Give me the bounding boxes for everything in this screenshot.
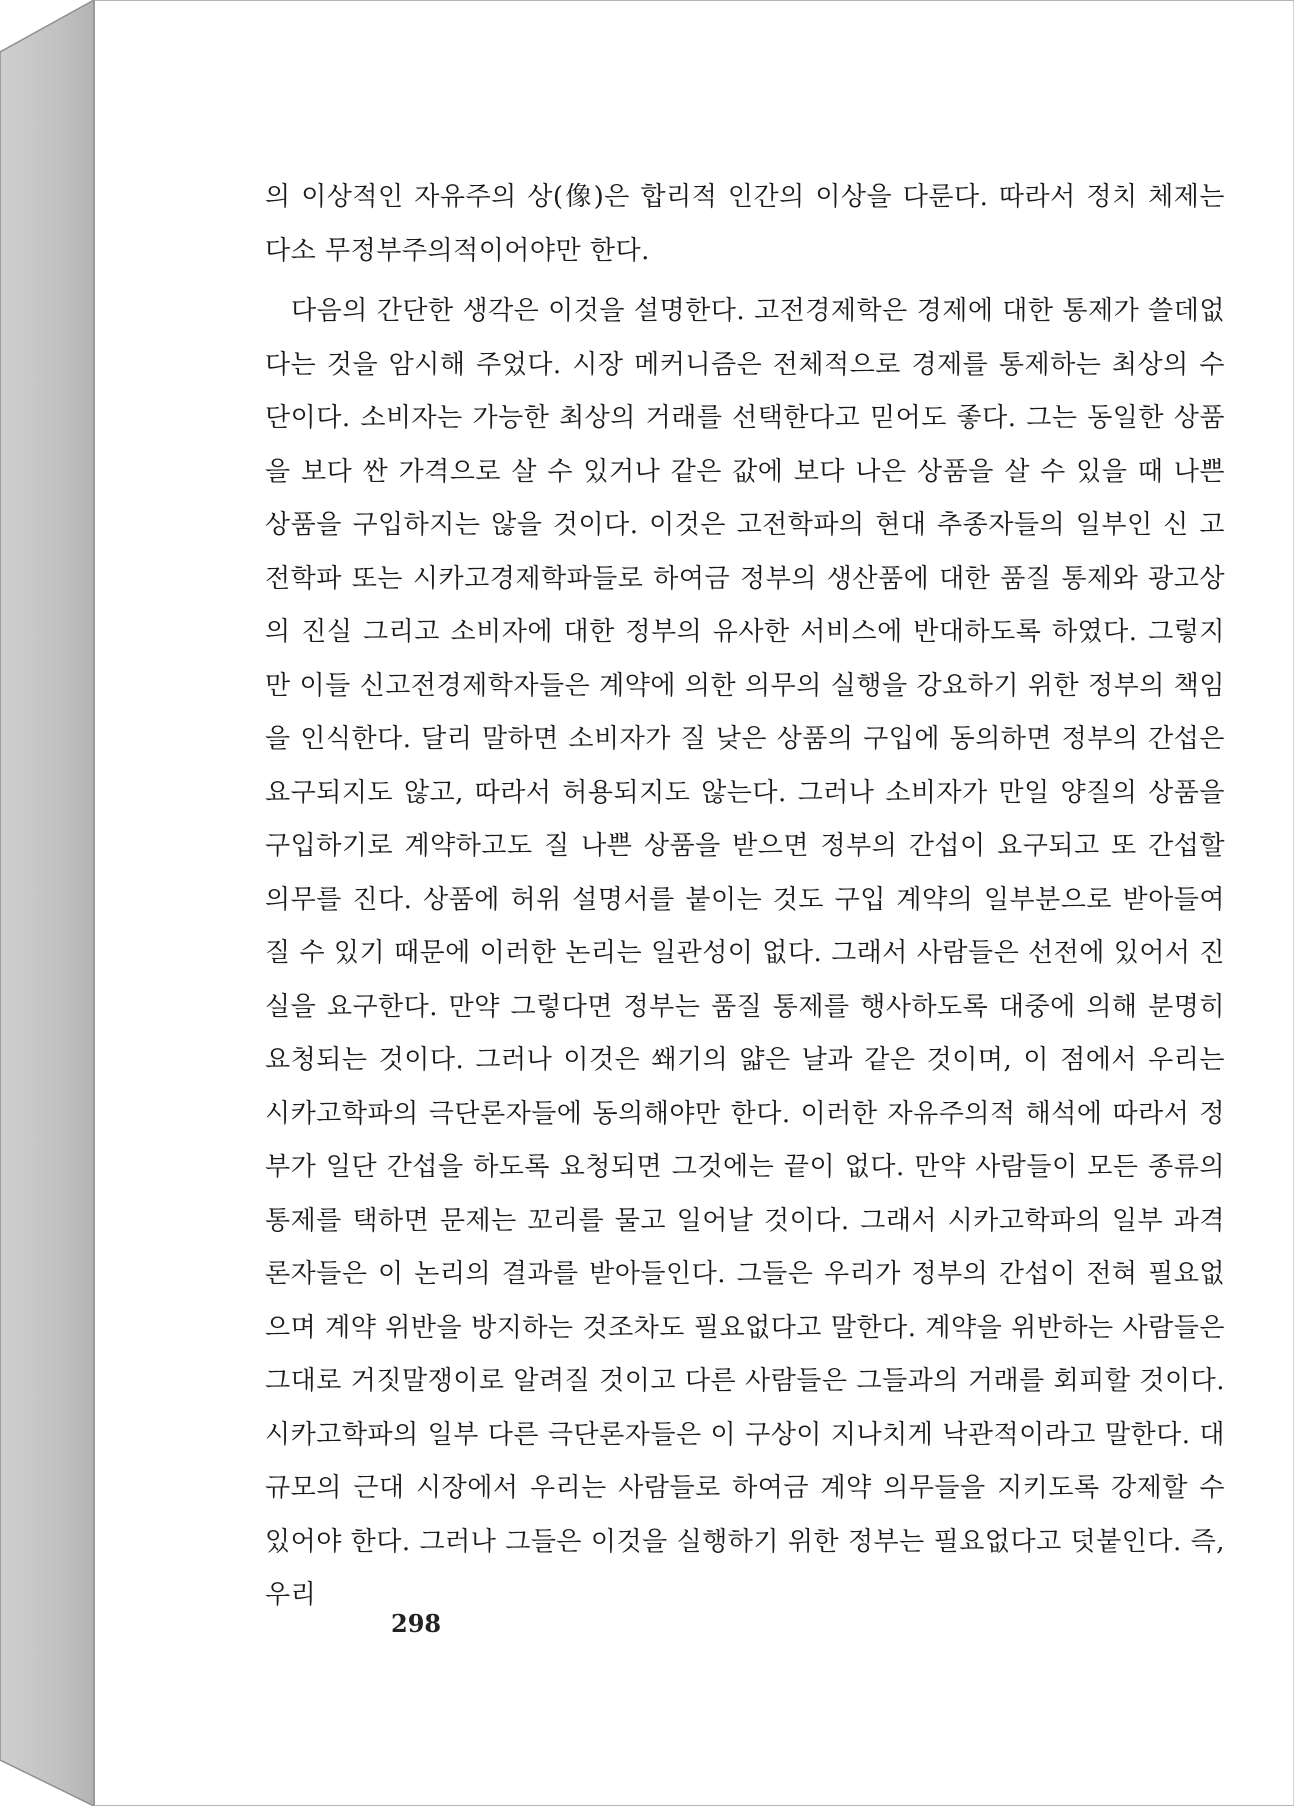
body-text	[265, 171, 1225, 1623]
book-page	[94, 0, 1294, 1806]
paragraph: 의 이상적인 자유주의 상(像)은 합리적 인간의 이상을 다룬다. 따라서 정치 체제는 다소 무정부주의적이어야만 한다.	[265, 182, 1225, 266]
page-number: 298	[391, 1609, 442, 1638]
paragraph: 다음의 간단한 생각은 이것을 설명한다. 고전경제학은 경제에 대한 통제가 쓸데없다는 것을 암시해 주었다. 시장 메커니즘은 전체적으로 경제를 통제하는 최상의 수단이다. 소비자는 가능한 최상의 거래를 선택한다고 믿어도 좋다. 그는 동일한 상품을 보다 싼 가격으로 살 수 있거나 같은 값에 보다 나은 상품을 살 수 있을 때 나쁜 상품을 구입하지는 않을 것이다. 이것은 고전학파의 현대 추종자들의 일부인 신 고전학파 또는 시카고경제학파들로 하여금 정부의 생산품에 대한 품질 통제와 광고상의 진실 그리고 소비자에 대한 정부의 유사한 서비스에 반대하도록 하였다. 그렇지만 이들 신고전경제학자들은 계약에 의한 의무의 실행을 강요하기 위한 정부의 책임을 인식한다. 달리 말하면 소비자가 질 낮은 상품의 구입에 동의하면 정부의 간섭은 요구되지도 않고, 따라서 허용되지도 않는다. 그러나 소비자가 만일 양질의 상품을 구입하기로 계약하고도 질 나쁜 상품을 받으면 정부의 간섭이 요구되고 또 간섭할 의무를 진다. 상품에 허위 설명서를 붙이는 것도 구입 계약의 일부분으로 받아들여질 수 있기 때문에 이러한 논리는 일관성이 없다. 그래서 사람들은 선전에 있어서 진실을 요구한다. 만약 그렇다면 정부는 품질 통제를 행사하도록 대중에 의해 분명히 요청되는 것이다. 그러나 이것은 쐐기의 얇은 날과 같은 것이며, 이 점에서 우리는 시카고학파의 극단론자들에 동의해야만 한다. 이러한 자유주의적 해석에 따라서 정부가 일단 간섭을 하도록 요청되면 그것에는 끝이 없다. 만약 사람들이 모든 종류의 통제를 택하면 문제는 꼬리를 물고 일어날 것이다. 그래서 시카고학파의 일부 과격론자들은 이 논리의 결과를 받아들인다. 그들은 우리가 정부의 간섭이 전혀 필요없으며 계약 위반을 방지하는 것조차도 필요없다고 말한다. 계약을 위반하는 사람들은 그대로 거짓말쟁이로 알려질 것이고 다른 사람들은 그들과의 거래를 회피할 것이다. 시카고학파의 일부 다른 극단론자들은 이 구상이 지나치게 낙관적이라고 말한다. 대규모의 근대 시장에서 우리는 사람들로 하여금 계약 의무들을 지키도록 강제할 수 있어야 한다. 그러나 그들은 이것을 실행하기 위한 정부는 필요없다고 덧붙인다. 즉, 우리	[265, 296, 1225, 1610]
